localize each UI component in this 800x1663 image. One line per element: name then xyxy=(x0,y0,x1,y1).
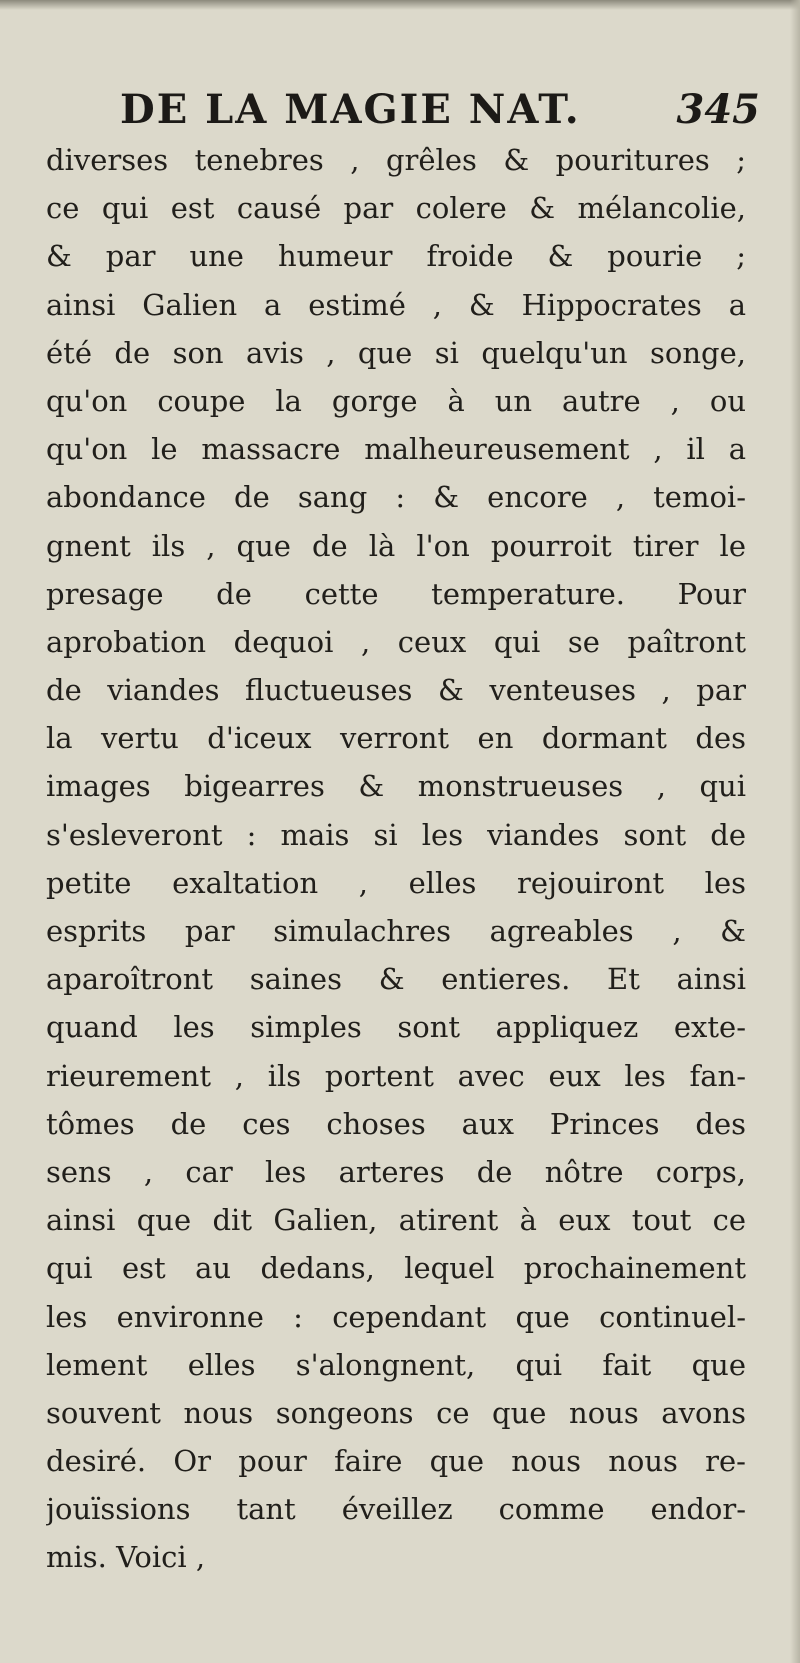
text-line: souvent nous songeons ce que nous avons xyxy=(46,1395,746,1430)
text-line: quand les simples sont appliquez exte- xyxy=(46,1010,746,1045)
text-line: qu'on coupe la gorge à un autre , ou xyxy=(46,383,746,418)
text-line: desiré. Or pour faire que nous nous re- xyxy=(46,1444,746,1479)
text-line: petite exaltation , elles rejouiront les xyxy=(46,865,746,900)
text-line: abondance de sang : & encore , temoi- xyxy=(46,480,746,515)
text-line: esprits par simulachres agreables , & xyxy=(46,914,746,948)
text-line: les environne : cependant que continuel- xyxy=(46,1299,746,1334)
text-line: la vertu d'iceux verront en dormant des xyxy=(46,721,746,756)
text-line: lement elles s'alongnent, qui fait que xyxy=(46,1347,746,1382)
text-line: ainsi Galien a estimé , & Hippocrates a xyxy=(46,287,746,322)
body-text xyxy=(46,136,746,1582)
text-line: qui est au dedans, lequel prochainement xyxy=(46,1251,746,1286)
text-line: aprobation dequoi , ceux qui se paîtront xyxy=(46,624,746,659)
text-line: ainsi que dit Galien, atirent à eux tout ce xyxy=(46,1203,746,1238)
text-line: aparoîtront saines & entieres. Et ainsi xyxy=(46,962,746,997)
page-right-edge xyxy=(790,0,800,1663)
page-number: 345 xyxy=(676,86,760,133)
text-line: diverses tenebres , grêles & pouritures ; xyxy=(46,143,746,177)
text-line: été de son avis , que si quelqu'un songe, xyxy=(46,335,746,370)
text-line: de viandes fluctueuses & venteuses , par xyxy=(46,673,746,708)
text-line: mis. Voici , xyxy=(46,1540,206,1575)
text-line: ce qui est causé par colere & mélancolie, xyxy=(46,191,746,226)
page-header xyxy=(120,82,760,138)
text-line: jouïssions tant éveillez comme endor- xyxy=(46,1492,746,1527)
text-line: images bigearres & monstrueuses , qui xyxy=(46,769,746,804)
text-line: & par une humeur froide & pourie ; xyxy=(46,239,746,274)
text-line: tômes de ces choses aux Princes des xyxy=(46,1106,746,1141)
text-line: sens , car les arteres de nôtre corps, xyxy=(46,1154,746,1189)
text-line: presage de cette temperature. Pour xyxy=(46,576,746,611)
page-top-edge xyxy=(0,0,800,10)
running-title: DE LA MAGIE NAT. xyxy=(120,86,581,133)
text-line: qu'on le massacre malheureusement , il a xyxy=(46,432,746,467)
text-line: s'esleveront : mais si les viandes sont de xyxy=(46,817,746,852)
text-line: rieurement , ils portent avec eux les fan- xyxy=(46,1058,746,1093)
text-line: gnent ils , que de là l'on pourroit tirer le xyxy=(46,528,746,563)
